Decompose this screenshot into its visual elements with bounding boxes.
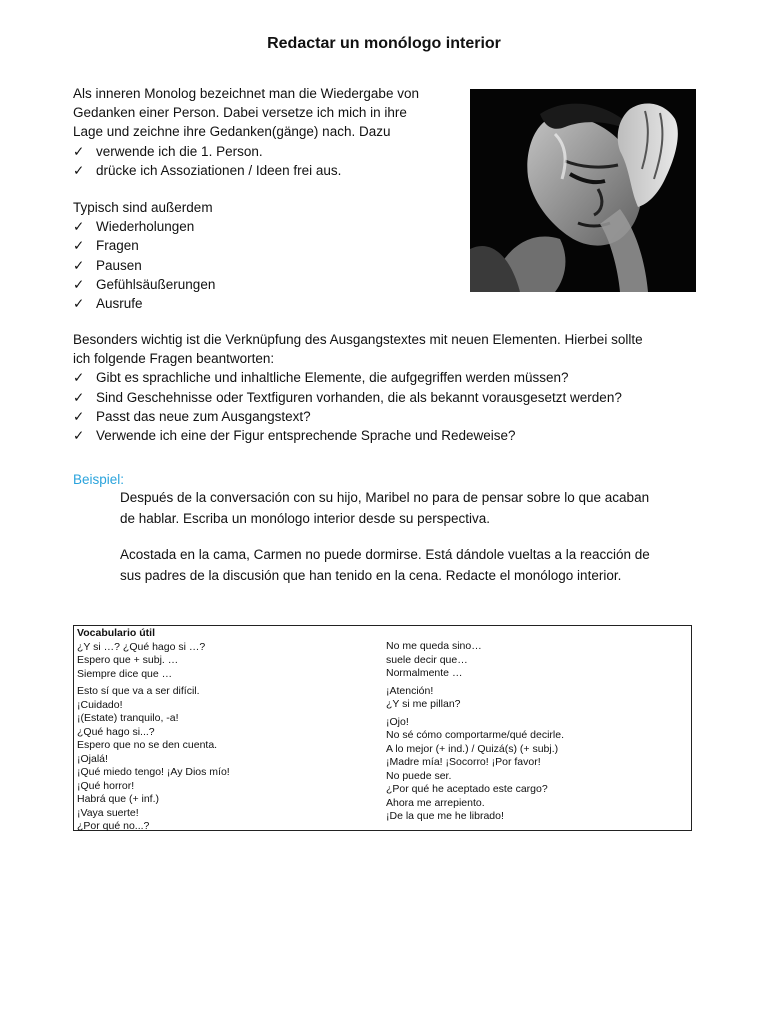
checklist-item	[73, 388, 693, 407]
vocabulary-column-right	[386, 640, 686, 824]
intro-checklist	[73, 142, 458, 180]
vocabulary-item: ¡Madre mía! ¡Socorro! ¡Por favor!	[386, 756, 541, 768]
vocabulary-item: Normalmente …	[386, 667, 463, 679]
checklist-item-text: drücke ich Assoziationen / Ideen frei aus.	[96, 162, 342, 178]
example-task	[120, 545, 700, 586]
checklist-item-text: Pausen	[96, 257, 142, 273]
vocabulary-item: No me queda sino…	[386, 640, 482, 652]
check-mark-icon: ✓	[73, 162, 85, 178]
vocabulary-item: suele decir que…	[386, 653, 468, 666]
checklist-item	[73, 294, 693, 313]
checklist-item-text: Verwende ich eine der Figur entsprechende Sprache und Redeweise?	[96, 428, 516, 444]
check-mark-icon: ✓	[73, 238, 85, 254]
section-heading: Typisch sind außerdem	[73, 200, 213, 215]
checklist-item-text: Ausrufe	[96, 296, 143, 312]
example-task-line: de hablar. Escriba un monólogo interior desde su perspectiva.	[120, 510, 490, 526]
check-mark-icon: ✓	[73, 428, 85, 444]
example-task	[120, 488, 700, 529]
checklist-item	[73, 236, 693, 255]
checklist-item-text: Gibt es sprachliche und inhaltliche Elemente, die aufgegriffen werden müssen?	[96, 370, 569, 386]
checklist-item-text: Sind Geschehnisse oder Textfiguren vorhanden, die als bekannt vorausgesetzt werden?	[96, 389, 622, 405]
vocabulary-list	[386, 640, 686, 824]
important-questions-section	[73, 330, 693, 445]
vocabulary-box	[73, 625, 692, 831]
checklist-item	[73, 426, 693, 445]
vocabulary-item: Siempre dice que …	[77, 667, 173, 680]
example-task-line: sus padres de la discusión que han tenido en la cena. Redacte el monólogo interior.	[120, 567, 622, 583]
checklist-item-text: Wiederholungen	[96, 219, 195, 235]
vocabulary-item: ¡(Estate) tranquilo, -a!	[77, 712, 179, 724]
check-mark-icon: ✓	[73, 296, 85, 312]
intro-paragraph	[73, 84, 458, 180]
vocabulary-item: ¡Atención!	[386, 684, 434, 697]
check-mark-icon: ✓	[73, 219, 85, 235]
section-paragraph-line: Besonders wichtig ist die Verknüpfung des Ausgangstextes mit neuen Elementen. Hierbei sollte	[73, 332, 643, 347]
checklist-item	[73, 407, 693, 426]
check-mark-icon: ✓	[73, 257, 85, 273]
vocabulary-title: Vocabulario útil	[77, 627, 155, 639]
checklist-item	[73, 256, 693, 275]
vocabulary-item: ¡Qué miedo tengo! ¡Ay Dios mío!	[77, 766, 230, 778]
vocabulary-item: ¡Cuidado!	[77, 698, 123, 711]
vocabulary-item: ¿Y si …? ¿Qué hago si …?	[77, 640, 206, 653]
vocabulary-item: ¡Ojo!	[386, 715, 409, 728]
vocabulary-item: Espero que + subj. …	[77, 654, 179, 666]
vocabulary-item: No puede ser.	[386, 769, 452, 782]
vocabulary-item: No sé cómo comportarme/qué decirle.	[386, 729, 564, 741]
typical-features-section	[73, 198, 693, 313]
vocabulary-item: ¿Por qué no...?	[77, 820, 150, 832]
intro-line: Lage und zeichne ihre Gedanken(gänge) nach. Dazu	[73, 124, 391, 140]
example-label: Beispiel:	[73, 472, 125, 487]
questions-list	[73, 368, 693, 445]
vocabulary-list	[77, 641, 377, 834]
check-mark-icon: ✓	[73, 143, 85, 159]
vocabulary-item: ¡Ojalá!	[77, 752, 108, 765]
example-task-line: Después de la conversación con su hijo, Maribel no para de pensar sobre lo que acaban	[120, 490, 650, 505]
vocabulary-item: ¡De la que me he librado!	[386, 810, 504, 822]
vocabulary-item: ¿Y si me pillan?	[386, 698, 461, 710]
vocabulary-item: Esto sí que va a ser difícil.	[77, 685, 200, 697]
vocabulary-item: ¿Por qué he aceptado este cargo?	[386, 783, 548, 795]
vocabulary-column-left	[77, 627, 377, 834]
vocabulary-item: ¡Qué horror!	[77, 779, 135, 792]
checklist-item-text: verwende ich die 1. Person.	[96, 143, 263, 159]
checklist-item-text: Fragen	[96, 238, 139, 254]
check-mark-icon: ✓	[73, 276, 85, 292]
typical-features-list	[73, 217, 693, 313]
checklist-item-text: Passt das neue zum Ausgangstext?	[96, 408, 311, 424]
check-mark-icon: ✓	[73, 370, 85, 386]
vocabulary-item: Habrá que (+ inf.)	[77, 793, 160, 805]
vocabulary-item: Ahora me arrepiento.	[386, 796, 485, 809]
vocabulary-item: A lo mejor (+ ind.) / Quizá(s) (+ subj.)	[386, 742, 559, 755]
checklist-item	[73, 275, 693, 294]
vocabulary-item: ¡Vaya suerte!	[77, 806, 139, 819]
checklist-item	[73, 142, 458, 161]
intro-line: Gedanken einer Person. Dabei versetze ich mich in ihre	[73, 105, 407, 121]
check-mark-icon: ✓	[73, 389, 85, 405]
vocabulary-item: Espero que no se den cuenta.	[77, 739, 218, 751]
checklist-item-text: Gefühlsäußerungen	[96, 276, 216, 292]
page-title: Redactar un monólogo interior	[267, 35, 501, 52]
checklist-item	[73, 161, 458, 180]
vocabulary-item: ¿Qué hago si...?	[77, 725, 155, 738]
intro-line: Als inneren Monolog bezeichnet man die Wiedergabe von	[73, 86, 419, 101]
checklist-item	[73, 217, 693, 236]
check-mark-icon: ✓	[73, 408, 85, 424]
example-task-line: Acostada en la cama, Carmen no puede dormirse. Está dándole vueltas a la reacción de	[120, 547, 650, 562]
checklist-item	[73, 368, 693, 387]
section-paragraph-line: ich folgende Fragen beantworten:	[73, 351, 275, 367]
